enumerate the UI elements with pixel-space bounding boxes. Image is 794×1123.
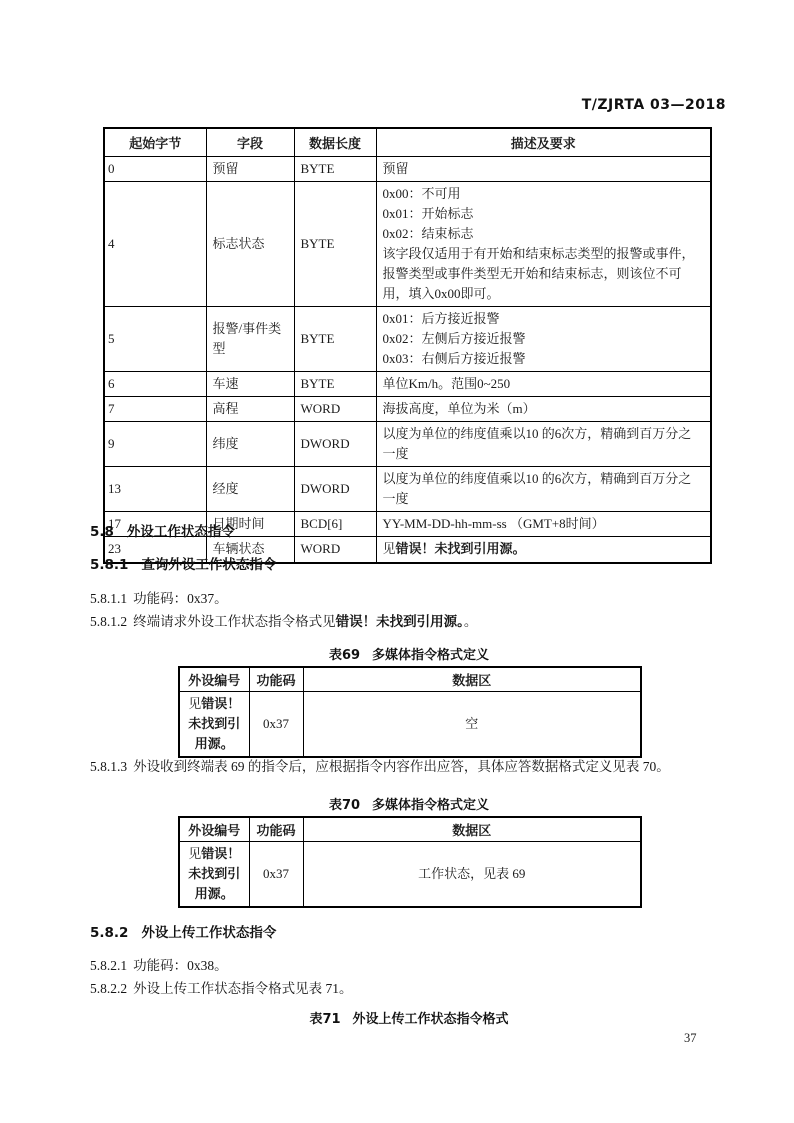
- column-header-start-byte: 起始字节: [104, 128, 206, 156]
- error-reference-text: 错误！未找到引用源。: [188, 696, 241, 752]
- clause-number: 5.8.1.2: [90, 614, 128, 629]
- cell-description: [376, 371, 711, 396]
- paragraph-5-8-2-1: [90, 954, 228, 974]
- description-line: 0x03：右侧后方接近报警: [382, 350, 526, 366]
- cell-function-code: 0x37: [249, 691, 303, 757]
- column-header-function-code: 功能码: [249, 817, 303, 841]
- table-69: [178, 666, 642, 758]
- cell-data-length: WORD: [294, 396, 376, 421]
- doc-code-header: T/ZJRTA 03—2018: [581, 97, 726, 113]
- cell-field: 标志状态: [206, 181, 294, 306]
- clause-text: 外设上传工作状态指令格式见表 71。: [133, 981, 353, 996]
- description-line: 0x01：后方接近报警: [382, 310, 500, 326]
- cell-start-byte: 13: [104, 466, 206, 511]
- table-row: [104, 306, 711, 371]
- description-line: 0x00：不可用: [382, 185, 461, 201]
- description-prefix: 见: [188, 695, 202, 711]
- clause-number: 5.8.1.1: [90, 591, 128, 606]
- clause-number: 5.8.2.2: [90, 981, 128, 996]
- cell-data-area: 工作状态，见表 69: [303, 841, 641, 907]
- cell-description: [376, 421, 711, 466]
- error-reference-text: 错误！未找到引用源。: [335, 614, 464, 630]
- section-number: 5.8: [90, 524, 114, 540]
- section-title: 外设上传工作状态指令: [141, 925, 277, 941]
- column-header-data-area: 数据区: [303, 817, 641, 841]
- description-line: 以度为单位的纬度值乘以10 的6次方，精确到百万分之一度: [382, 425, 692, 461]
- description-line: 0x01：开始标志: [382, 205, 474, 221]
- cell-description: [376, 536, 711, 563]
- cell-description: [376, 156, 711, 181]
- table-69-caption: [178, 644, 640, 663]
- cell-description: [376, 466, 711, 511]
- cell-field: 经度: [206, 466, 294, 511]
- table-row: [104, 421, 711, 466]
- cell-data-length: BYTE: [294, 371, 376, 396]
- table-row: [104, 396, 711, 421]
- section-heading-5-8: [90, 520, 235, 540]
- clause-text-suffix: 。: [463, 614, 478, 629]
- cell-data-length: BYTE: [294, 181, 376, 306]
- section-heading-5-8-1: [90, 553, 276, 573]
- table-70-caption: [178, 794, 640, 813]
- cell-data-length: WORD: [294, 536, 376, 563]
- description-line: 该字段仅适用于有开始和结束标志类型的报警或事件，报警类型或事件类型无开始和结束标志，则该位不可用，填入0x00即可。: [382, 245, 695, 301]
- clause-number: 5.8.2.1: [90, 958, 128, 973]
- cell-start-byte: 23: [104, 536, 206, 563]
- cell-data-length: DWORD: [294, 421, 376, 466]
- section-heading-5-8-2: [90, 921, 276, 941]
- cell-start-byte: 7: [104, 396, 206, 421]
- table-71-caption: [178, 1008, 640, 1027]
- column-header-description: 描述及要求: [376, 128, 711, 156]
- table-row: [104, 466, 711, 511]
- table-header-row: [104, 128, 711, 156]
- paragraph-5-8-2-2: [90, 977, 353, 997]
- cell-device-id: [179, 691, 249, 757]
- page-number: 37: [684, 1031, 697, 1045]
- table-row: [104, 371, 711, 396]
- error-reference-text: 错误！未找到引用源。: [395, 541, 526, 557]
- table-70: [178, 816, 642, 908]
- cell-start-byte: 5: [104, 306, 206, 371]
- description-line: YY-MM-DD-hh-mm-ss （GMT+8时间）: [382, 515, 605, 531]
- description-line: 0x02：结束标志: [382, 225, 474, 241]
- section-number: 5.8.1: [90, 557, 129, 573]
- table-header-row: [179, 667, 641, 691]
- column-header-field: 字段: [206, 128, 294, 156]
- cell-description: [376, 181, 711, 306]
- paragraph-5-8-1-2: [90, 610, 477, 630]
- description-line: 单位Km/h。范围0~250: [382, 375, 511, 391]
- column-header-device-id: 外设编号: [179, 817, 249, 841]
- cell-start-byte: 9: [104, 421, 206, 466]
- section-number: 5.8.2: [90, 925, 129, 941]
- table-caption-number: 表70: [328, 798, 361, 813]
- cell-field: 高程: [206, 396, 294, 421]
- error-reference-text: 错误！未找到引用源。: [188, 846, 241, 902]
- cell-data-length: DWORD: [294, 466, 376, 511]
- table-caption-title: 多媒体指令格式定义: [372, 798, 490, 813]
- clause-number: 5.8.1.3: [90, 759, 128, 774]
- paragraph-5-8-1-1: [90, 587, 228, 607]
- cell-data-length: BYTE: [294, 306, 376, 371]
- cell-field: 预留: [206, 156, 294, 181]
- table-caption-title: 多媒体指令格式定义: [372, 648, 490, 663]
- column-header-data-area: 数据区: [303, 667, 641, 691]
- table-row: [179, 841, 641, 907]
- cell-start-byte: 17: [104, 511, 206, 536]
- field-definition-table: [103, 127, 712, 564]
- cell-field: 日期时间: [206, 511, 294, 536]
- cell-device-id: [179, 841, 249, 907]
- cell-start-byte: 6: [104, 371, 206, 396]
- table-header-row: [179, 817, 641, 841]
- cell-description: [376, 511, 711, 536]
- cell-field: 报警/事件类型: [206, 306, 294, 371]
- clause-text: 外设收到终端表 69 的指令后，应根据指令内容作出应答，具体应答数据格式定义见表 70。: [133, 759, 670, 774]
- table-caption-title: 外设上传工作状态指令格式: [352, 1012, 509, 1027]
- cell-description: [376, 306, 711, 371]
- column-header-device-id: 外设编号: [179, 667, 249, 691]
- cell-function-code: 0x37: [249, 841, 303, 907]
- section-title: 查询外设工作状态指令: [141, 557, 277, 573]
- table-caption-number: 表71: [309, 1012, 341, 1027]
- cell-start-byte: 0: [104, 156, 206, 181]
- column-header-data-length: 数据长度: [294, 128, 376, 156]
- description-line: 0x02：左侧后方接近报警: [382, 330, 526, 346]
- description-line: 海拔高度，单位为米（m）: [382, 400, 536, 416]
- cell-data-area: 空: [303, 691, 641, 757]
- cell-field: 车速: [206, 371, 294, 396]
- cell-data-length: BYTE: [294, 156, 376, 181]
- description-line: 预留: [382, 160, 409, 176]
- cell-start-byte: 4: [104, 181, 206, 306]
- clause-text: 终端请求外设工作状态指令格式见: [133, 614, 336, 629]
- clause-text: 功能码：0x37。: [133, 591, 228, 606]
- table-row: [104, 156, 711, 181]
- table-row: [179, 691, 641, 757]
- cell-data-length: BCD[6]: [294, 511, 376, 536]
- description-line: 以度为单位的纬度值乘以10 的6次方，精确到百万分之一度: [382, 470, 692, 506]
- description-prefix: 见: [188, 845, 202, 861]
- cell-field: 纬度: [206, 421, 294, 466]
- column-header-function-code: 功能码: [249, 667, 303, 691]
- description-prefix: 见: [382, 540, 396, 556]
- clause-text: 功能码：0x38。: [133, 958, 228, 973]
- cell-description: [376, 396, 711, 421]
- table-row: [104, 181, 711, 306]
- section-title: 外设工作状态指令: [126, 524, 235, 540]
- cell-field: 车辆状态: [206, 536, 294, 563]
- paragraph-5-8-1-3: [90, 755, 670, 775]
- table-caption-number: 表69: [328, 648, 361, 663]
